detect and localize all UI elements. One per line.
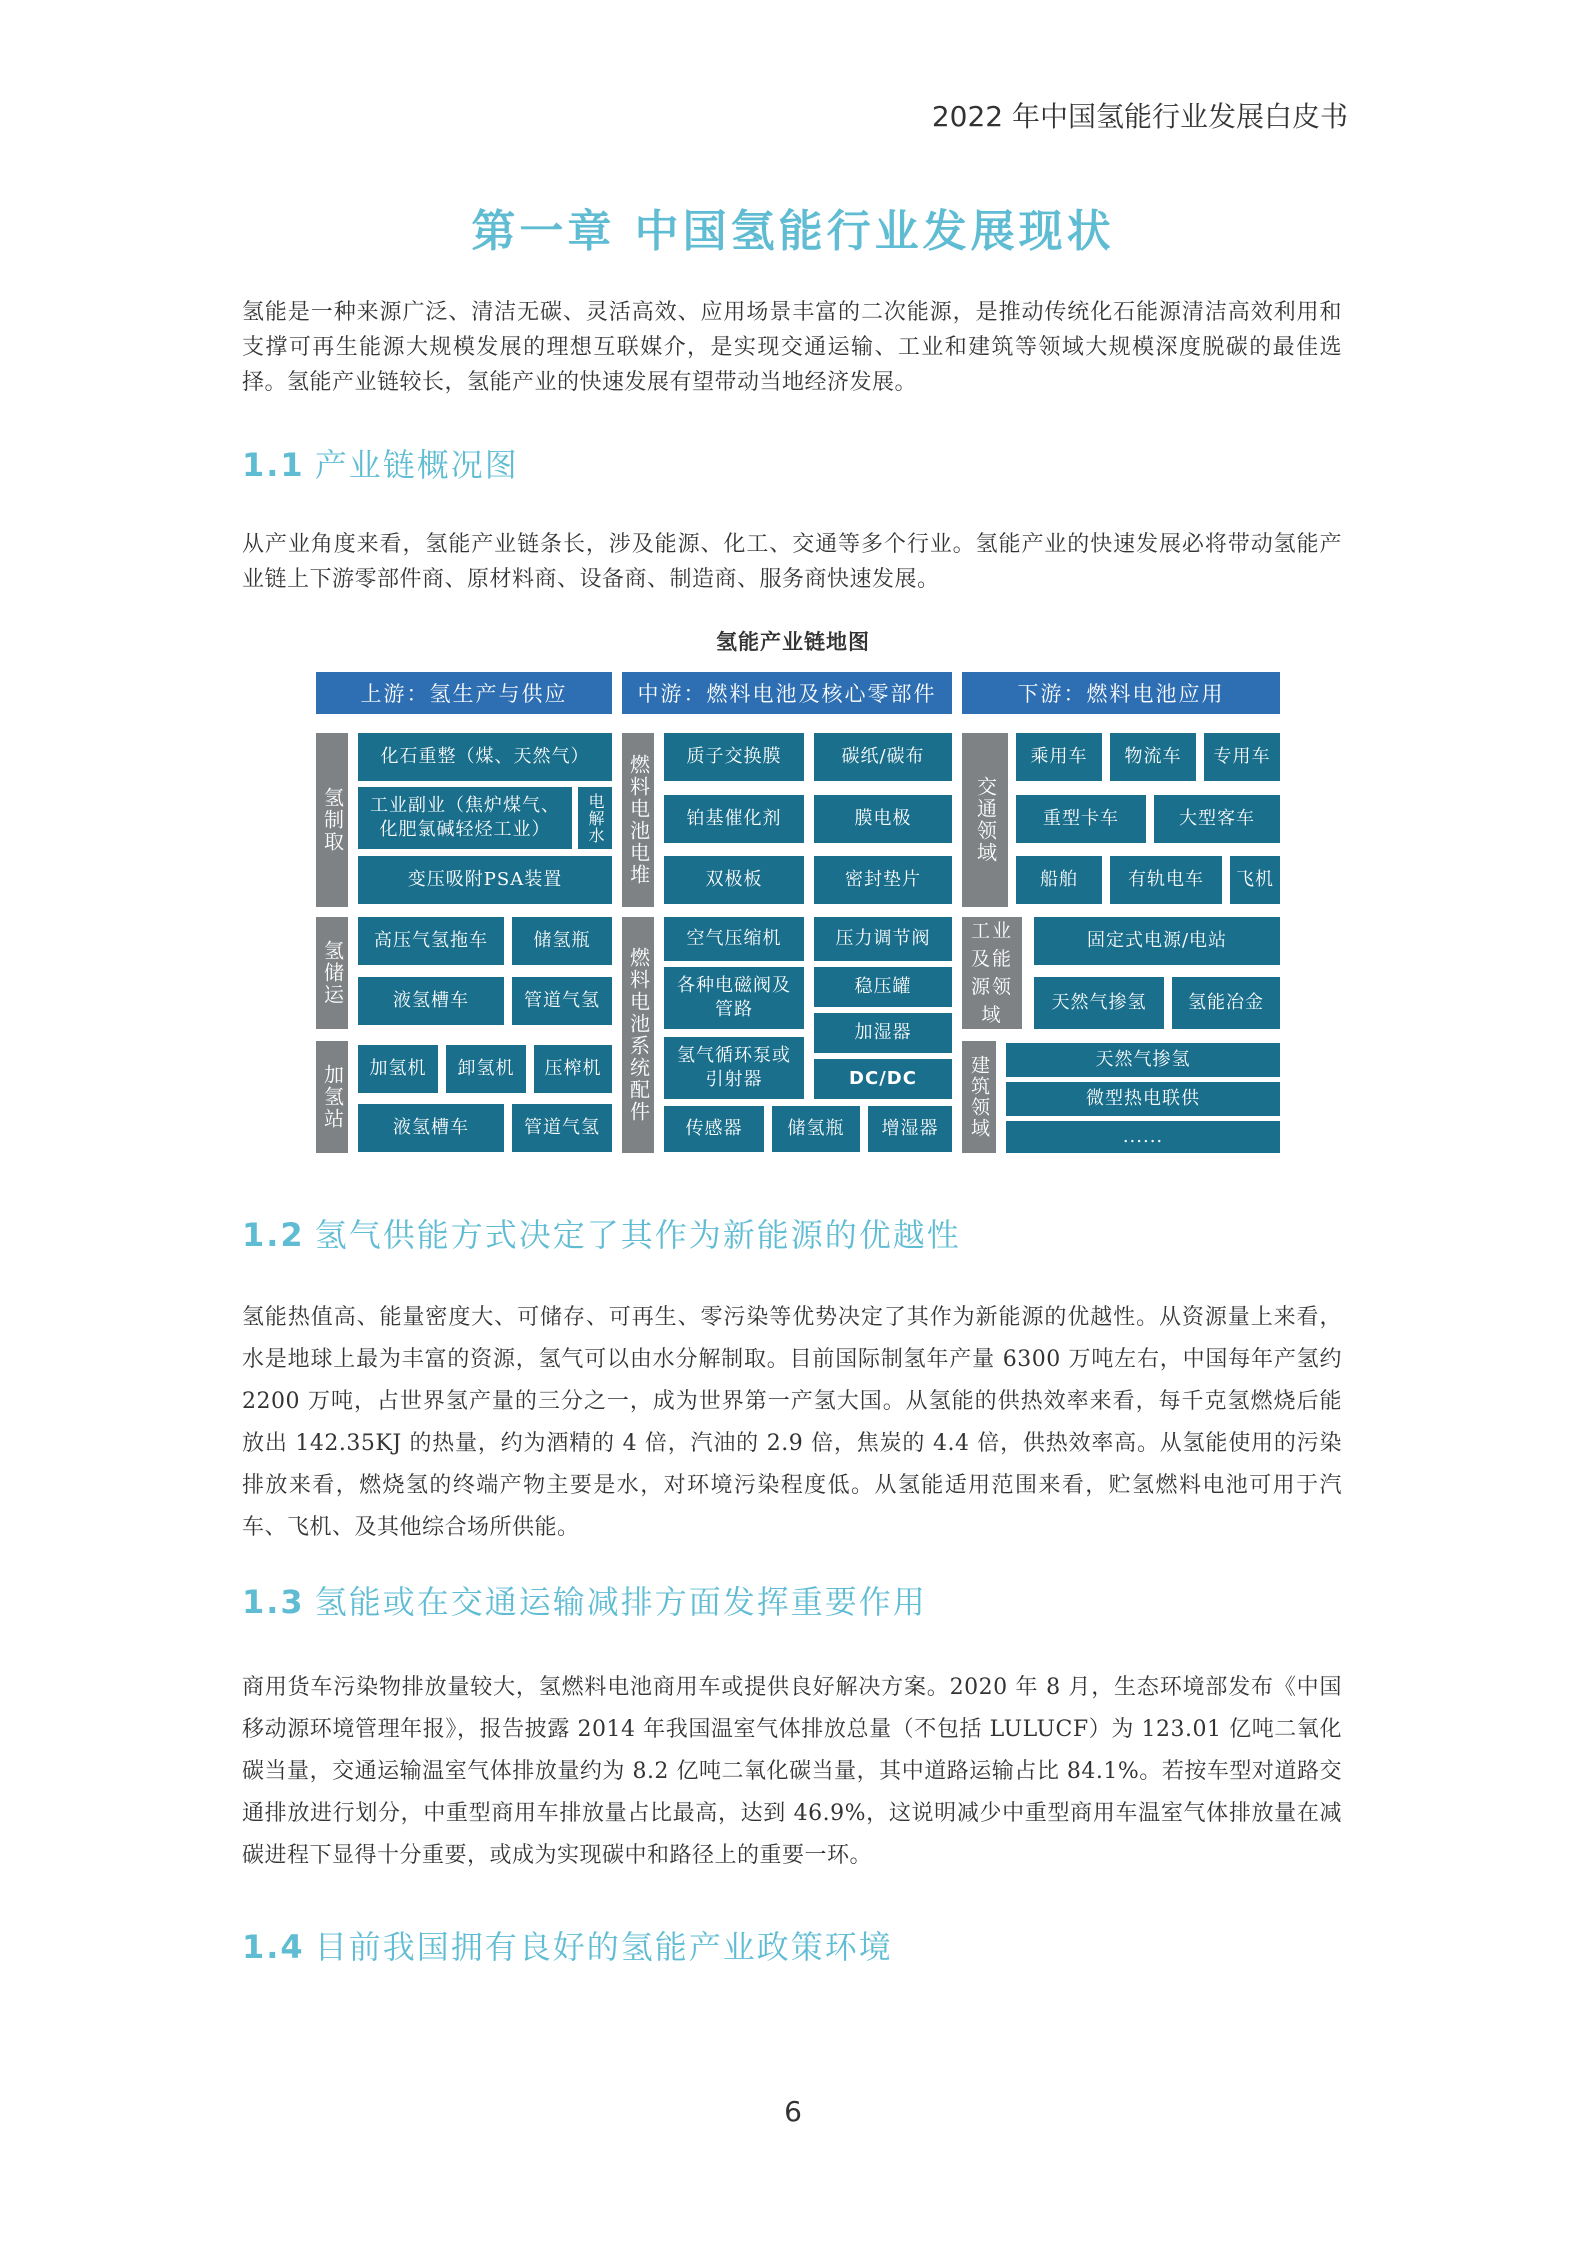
section-number: 1.4 bbox=[242, 1928, 305, 1966]
midstream-item: 空气压缩机 bbox=[664, 917, 804, 961]
midstream-item: 传感器 bbox=[664, 1106, 764, 1152]
downstream-item: 飞机 bbox=[1230, 856, 1280, 904]
section-number: 1.1 bbox=[242, 446, 305, 484]
upstream-header: 上游：氢生产与供应 bbox=[316, 672, 612, 714]
section-number: 1.3 bbox=[242, 1583, 305, 1621]
figure-caption: 氢能产业链地图 bbox=[716, 629, 870, 654]
upstream-item: 高压气氢拖车 bbox=[358, 917, 504, 965]
downstream-item: 大型客车 bbox=[1154, 795, 1280, 843]
downstream-item: 专用车 bbox=[1204, 733, 1280, 781]
midstream-item: 增湿器 bbox=[868, 1106, 952, 1152]
upstream-item: 变压吸附PSA装置 bbox=[358, 856, 612, 904]
upstream-item: 液氢槽车 bbox=[358, 977, 504, 1025]
hydrogen-station-label: 加氢站 bbox=[316, 1041, 348, 1153]
section-title: 氢气供能方式决定了其作为新能源的优越性 bbox=[314, 1216, 961, 1254]
midstream-item: 储氢瓶 bbox=[772, 1106, 860, 1152]
midstream-item: 加湿器 bbox=[814, 1013, 952, 1053]
upstream-item: 工业副业（焦炉煤气、化肥氯碱轻烃工业） bbox=[358, 787, 572, 849]
upstream-item: 加氢机 bbox=[358, 1045, 438, 1093]
section-heading-1-3 bbox=[242, 1577, 927, 1623]
midstream-item: 双极板 bbox=[664, 856, 804, 904]
midstream-item: 各种电磁阀及管路 bbox=[664, 967, 804, 1029]
section-number: 1.2 bbox=[242, 1216, 305, 1254]
downstream-item: 天然气掺氢 bbox=[1006, 1043, 1280, 1077]
downstream-header: 下游：燃料电池应用 bbox=[962, 672, 1280, 714]
midstream-item: DC/DC bbox=[814, 1059, 952, 1099]
midstream-item: 质子交换膜 bbox=[664, 733, 804, 781]
hydrogen-storage-label: 氢储运 bbox=[316, 917, 348, 1029]
downstream-item: 固定式电源/电站 bbox=[1034, 917, 1280, 965]
section-title: 产业链概况图 bbox=[314, 446, 519, 484]
fuel-cell-stack-label: 燃料电池电堆 bbox=[622, 733, 654, 907]
downstream-item: 乘用车 bbox=[1016, 733, 1102, 781]
downstream-item: ...... bbox=[1006, 1121, 1280, 1153]
fuel-cell-system-label: 燃料电池系统配件 bbox=[622, 917, 654, 1153]
downstream-item: 重型卡车 bbox=[1016, 795, 1146, 843]
industry-energy-label: 工业及能源领域 bbox=[962, 917, 1022, 1029]
page-number: 6 bbox=[784, 2095, 802, 2128]
downstream-item: 氢能冶金 bbox=[1172, 977, 1280, 1029]
section-heading-1-4 bbox=[242, 1922, 893, 1968]
upstream-item: 管道气氢 bbox=[512, 977, 612, 1025]
midstream-item: 氢气循环泵或引射器 bbox=[664, 1037, 804, 1099]
downstream-item: 有轨电车 bbox=[1110, 856, 1222, 904]
downstream-item: 物流车 bbox=[1110, 733, 1196, 781]
building-label: 建筑领域 bbox=[962, 1041, 996, 1153]
upstream-item: 压榨机 bbox=[534, 1045, 612, 1093]
section-heading-1-2 bbox=[242, 1210, 961, 1256]
section-title: 目前我国拥有良好的氢能产业政策环境 bbox=[314, 1928, 893, 1966]
upstream-item: 卸氢机 bbox=[446, 1045, 526, 1093]
hydrogen-production-label: 氢制取 bbox=[316, 733, 348, 907]
section-heading-1-1 bbox=[242, 440, 519, 486]
midstream-item: 铂基催化剂 bbox=[664, 795, 804, 843]
upstream-item: 化石重整（煤、天然气） bbox=[358, 733, 612, 781]
section-title: 氢能或在交通运输减排方面发挥重要作用 bbox=[314, 1583, 927, 1621]
midstream-item: 稳压罐 bbox=[814, 967, 952, 1007]
midstream-header: 中游：燃料电池及核心零部件 bbox=[622, 672, 952, 714]
downstream-item: 船舶 bbox=[1016, 856, 1102, 904]
upstream-item: 电解水 bbox=[578, 787, 612, 849]
upstream-item: 储氢瓶 bbox=[512, 917, 612, 965]
midstream-item: 密封垫片 bbox=[814, 856, 952, 904]
transport-label: 交通领域 bbox=[962, 733, 1008, 907]
section-paragraph-1-1: 从产业角度来看，氢能产业链条长，涉及能源、化工、交通等多个行业。氢能产业的快速发展必将带动氢能产业链上下游零部件商、原材料商、设备商、制造商、服务商快速发展。 bbox=[242, 532, 1342, 592]
document-title: 2022 年中国氢能行业发展白皮书 bbox=[931, 100, 1348, 133]
upstream-item: 液氢槽车 bbox=[358, 1104, 504, 1152]
intro-paragraph: 氢能是一种来源广泛、清洁无碳、灵活高效、应用场景丰富的二次能源，是推动传统化石能源清洁高效利用和支撑可再生能源大规模发展的理想互联媒介，是实现交通运输、工业和建筑等领域大规模深度脱碳的最佳选择。氢能产业链较长，氢能产业的快速发展有望带动当地经济发展。 bbox=[242, 300, 1342, 395]
chapter-title: 第一章 中国氢能行业发展现状 bbox=[471, 206, 1115, 257]
section-paragraph-1-2: 氢能热值高、能量密度大、可储存、可再生、零污染等优势决定了其作为新能源的优越性。从资源量上来看，水是地球上最为丰富的资源，氢气可以由水分解制取。目前国际制氢年产量 6300 万吨左右，中国每年产氢约 2200 万吨，占世界氢产量的三分之一，成为世界第一产氢大国。从氢能的供热效率来看，每千克氢燃烧后能放出 142.35KJ 的热量，约为酒精的 4 倍，汽油的 2.9 倍，焦炭的 4.4 倍，供热效率高。从氢能使用的污染排放来看，燃烧氢的终端产物主要是水，对环境污染程度低。从氢能适用范围来看，贮氢燃料电池可用于汽车、飞机、及其他综合场所供能。 bbox=[242, 1305, 1342, 1540]
midstream-item: 膜电极 bbox=[814, 795, 952, 843]
downstream-item: 天然气掺氢 bbox=[1034, 977, 1164, 1029]
upstream-item: 管道气氢 bbox=[512, 1104, 612, 1152]
downstream-item: 微型热电联供 bbox=[1006, 1082, 1280, 1116]
midstream-item: 碳纸/碳布 bbox=[814, 733, 952, 781]
midstream-item: 压力调节阀 bbox=[814, 917, 952, 961]
section-paragraph-1-3: 商用货车污染物排放量较大，氢燃料电池商用车或提供良好解决方案。2020 年 8 月，生态环境部发布《中国移动源环境管理年报》，报告披露 2014 年我国温室气体排放总量（不包括 LULUCF）为 123.01 亿吨二氧化碳当量，交通运输温室气体排放量约为 8.2 亿吨二氧化碳当量，其中道路运输占比 84.1%。若按车型对道路交通排放进行划分，中重型商用车排放量占比最高，达到 46.9%，这说明减少中重型商用车温室气体排放量在减碳进程下显得十分重要，或成为实现碳中和路径上的重要一环。 bbox=[242, 1675, 1342, 1868]
